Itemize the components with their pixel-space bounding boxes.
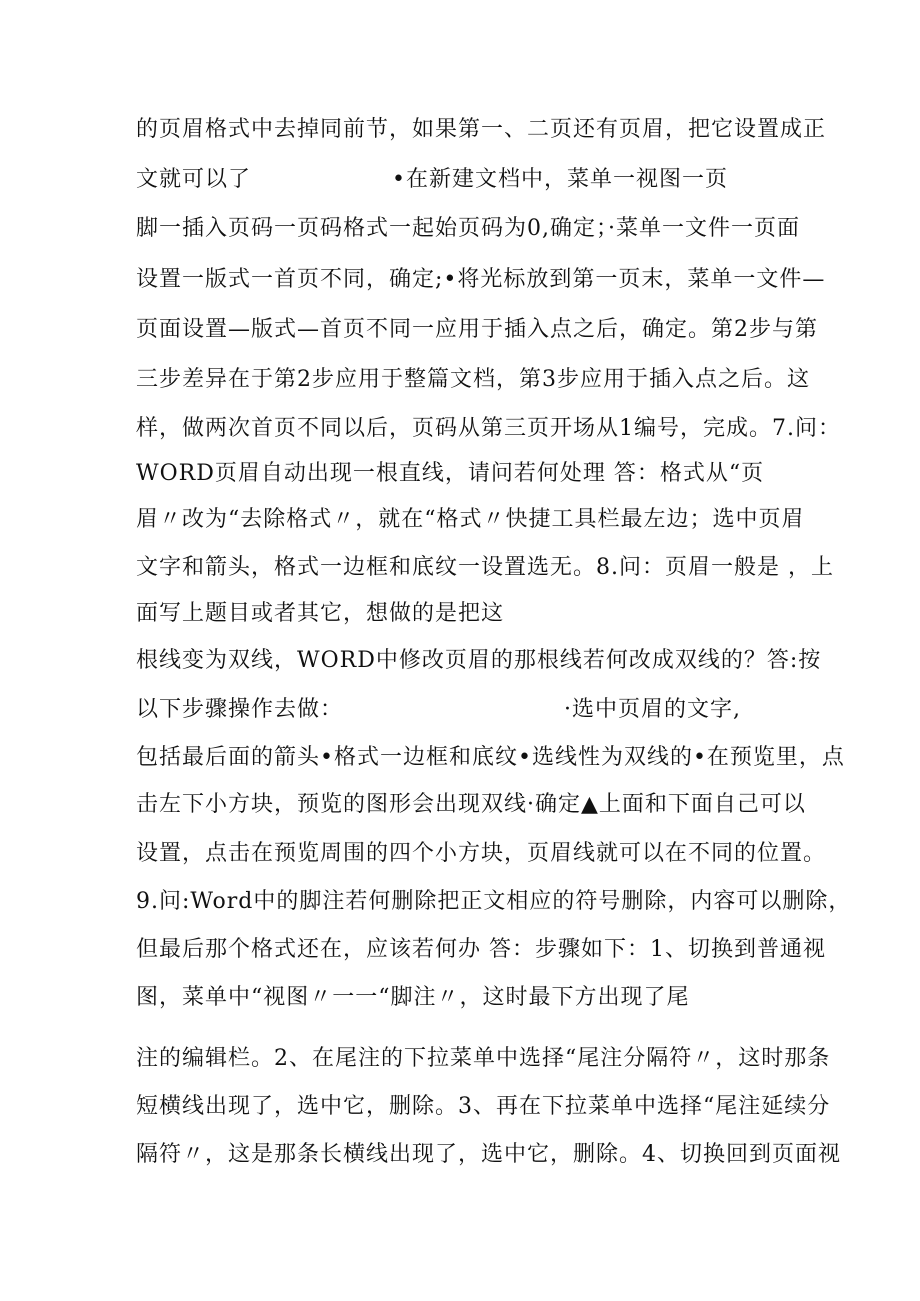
text-line: 样，做两次首页不同以后，页码从第三页开场从1编号，完成。7.问： <box>136 416 841 441</box>
text-line: 三步差异在于第2步应用于整篇文档，第3步应用于插入点之后。这 <box>136 367 810 392</box>
text-segment: 文就可以了 <box>136 167 252 192</box>
text-line: 的页眉格式中去掉同前节，如果第一、二页还有页眉，把它设置成正 <box>136 117 827 142</box>
text-line <box>136 162 728 198</box>
text-line: 击左下小方块，预览的图形会出现双线·确定▲上面和下面自己可以 <box>136 792 806 817</box>
text-line: WORD页眉自动出现一根直线，请问若何处理 答：格式从“页 <box>136 461 765 486</box>
text-line: 文字和箭头，格式一边框和底纹一设置选无。8.问：页眉一般是 ，上 <box>136 555 834 580</box>
text-line: 设置，点击在预览周围的四个小方块，页眉线就可以在不同的位置。 <box>136 841 827 866</box>
text-segment: ·选中页眉的文字, <box>564 697 741 722</box>
text-line: 图，菜单中“视图〃一一“脚注〃，这时最下方出现了尾 <box>136 985 690 1010</box>
text-line: 面写上题目或者其它，想做的是把这 <box>136 601 505 626</box>
text-line: 页面设置—版式—首页不同一应用于插入点之后，确定。第2步与第 <box>136 317 818 342</box>
text-line: 短横线出现了，选中它，删除。3、再在下拉菜单中选择“尾注延续分 <box>136 1094 831 1119</box>
text-line: 9.问:Word中的脚注若何删除把正文相应的符号删除，内容可以删除， <box>136 889 852 914</box>
text-line: 注的编辑栏。2、在尾注的下拉菜单中选择“尾注分隔符〃，这时那条 <box>136 1046 831 1071</box>
text-line: 隔符〃，这是那条长横线出现了，选中它，删除。4、切换回到页面视 <box>136 1142 841 1167</box>
text-line: 包括最后面的箭头•格式一边框和底纹•选线性为双线的•在预览里，点 <box>136 745 845 770</box>
text-segment: 以下步骤操作去做： <box>136 697 344 722</box>
text-line: 脚一插入页码一页码格式一起始页码为0,确定；·菜单一文件一页面 <box>136 216 800 241</box>
text-segment: •在新建文档中，菜单一视图一页 <box>392 167 728 192</box>
text-line <box>136 692 741 728</box>
text-line: 根线变为双线，WORD中修改页眉的那根线若何改成双线的？答:按 <box>136 648 822 673</box>
text-line: 设置一版式一首页不同，确定;•将光标放到第一页末，菜单一文件— <box>136 267 826 292</box>
text-line: 眉〃改为“去除格式〃，就在“格式〃快捷工具栏最左边；选中页眉 <box>136 507 805 532</box>
text-line: 但最后那个格式还在，应该若何办 答：步骤如下：1、切换到普通视 <box>136 937 826 962</box>
